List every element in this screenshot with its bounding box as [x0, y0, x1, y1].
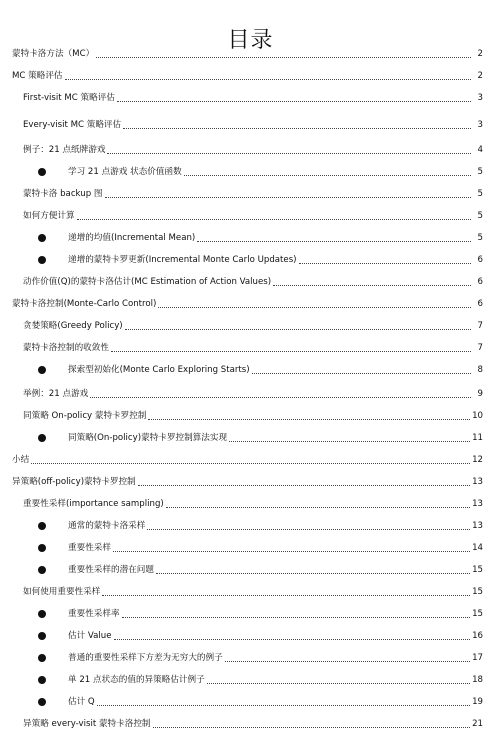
- dot-leader: [299, 263, 471, 264]
- dot-leader: [90, 397, 471, 398]
- toc-entry-title: 蒙特卡洛控制的收敛性: [23, 343, 109, 353]
- toc-entry-page-number: 5: [477, 233, 483, 243]
- toc-entry-page-number: 19: [472, 697, 483, 707]
- toc-entry-title: 动作价值(Q)的蒙特卡洛估计(MC Estimation of Action Values): [23, 277, 272, 287]
- toc-entry-title: 探索型初始化(Monte Carlo Exploring Starts): [68, 365, 250, 375]
- toc-entry-page-number: 6: [477, 255, 483, 265]
- page-title: 目录: [227, 27, 274, 53]
- toc-entry[interactable]: [38, 628, 483, 644]
- dot-leader: [114, 639, 471, 640]
- toc-entry-title: 估计 Q: [68, 697, 95, 707]
- toc-entry[interactable]: [23, 186, 483, 202]
- toc-entry[interactable]: [38, 694, 483, 710]
- dot-leader: [117, 101, 471, 102]
- toc-entry-page-number: 6: [477, 299, 483, 309]
- toc-entry-title: 举例：21 点游戏: [23, 389, 89, 399]
- toc-entry[interactable]: [23, 496, 483, 512]
- toc-entry[interactable]: [23, 318, 483, 334]
- bullet-icon: [38, 698, 46, 706]
- toc-entry-page-number: 14: [472, 543, 483, 553]
- dot-leader: [273, 285, 471, 286]
- dot-leader: [105, 197, 472, 198]
- toc-entry-page-number: 4: [477, 145, 483, 155]
- toc-entry-title: 学习 21 点游戏 状态价值函数: [68, 167, 182, 177]
- toc-entry-page-number: 15: [472, 565, 483, 575]
- dot-leader: [97, 705, 470, 706]
- toc-entry[interactable]: [38, 606, 483, 622]
- toc-entry[interactable]: [23, 408, 483, 424]
- toc-entry-page-number: 10: [472, 411, 483, 421]
- dot-leader: [147, 529, 470, 530]
- toc-entry-title: 异策略(off-policy)蒙特卡罗控制: [12, 477, 136, 487]
- toc-entry[interactable]: [38, 430, 483, 446]
- dot-leader: [156, 573, 470, 574]
- bullet-icon: [38, 168, 46, 176]
- toc-entry-page-number: 12: [472, 455, 483, 465]
- toc-entry-page-number: 15: [472, 587, 483, 597]
- dot-leader: [166, 507, 470, 508]
- toc-entry-title: 重要性采样率: [68, 609, 120, 619]
- toc-entry[interactable]: [38, 362, 483, 378]
- dot-leader: [77, 219, 471, 220]
- bullet-icon: [38, 632, 46, 640]
- dot-leader: [138, 485, 470, 486]
- dot-leader: [123, 128, 471, 129]
- bullet-icon: [38, 654, 46, 662]
- toc-entry-title: 蒙特卡洛方法（MC）: [12, 49, 95, 59]
- toc-entry-page-number: 11: [472, 433, 483, 443]
- toc-entry-page-number: 15: [472, 609, 483, 619]
- toc-entry-page-number: 5: [477, 189, 483, 199]
- dot-leader: [102, 595, 470, 596]
- dot-leader: [125, 329, 471, 330]
- dot-leader: [107, 153, 471, 154]
- dot-leader: [225, 661, 470, 662]
- toc-entry[interactable]: [12, 452, 483, 468]
- toc-entry[interactable]: [12, 474, 483, 490]
- toc-entry-page-number: 3: [477, 120, 483, 130]
- toc-entry-title: 蒙特卡洛 backup 图: [23, 189, 103, 199]
- bullet-icon: [38, 610, 46, 618]
- bullet-icon: [38, 676, 46, 684]
- bullet-icon: [38, 522, 46, 530]
- toc-entry[interactable]: [38, 230, 483, 246]
- bullet-icon: [38, 234, 46, 242]
- toc-entry-title: 如何使用重要性采样: [23, 587, 101, 597]
- dot-leader: [148, 419, 470, 420]
- toc-entry-title: 同策略 On-policy 蒙特卡罗控制: [23, 411, 147, 421]
- dot-leader: [31, 463, 470, 464]
- bullet-icon: [38, 256, 46, 264]
- toc-entry-page-number: 9: [477, 389, 483, 399]
- toc-entry-title: 如何方便计算: [23, 211, 75, 221]
- dot-leader: [65, 79, 471, 80]
- toc-entry-title: 小结: [12, 455, 30, 465]
- toc-entry-title: MC 策略评估: [12, 71, 63, 81]
- toc-entry[interactable]: [38, 540, 483, 556]
- toc-entry-title: 递增的均值(Incremental Mean): [68, 233, 196, 243]
- toc-entry[interactable]: [23, 716, 483, 732]
- toc-entry-title: 估计 Value: [68, 631, 112, 641]
- toc-entry-title: 异策略 every-visit 蒙特卡洛控制: [23, 719, 151, 729]
- dot-leader: [122, 617, 470, 618]
- toc-entry-title: 蒙特卡洛控制(Monte-Carlo Control): [12, 299, 157, 309]
- toc-entry-page-number: 13: [472, 477, 483, 487]
- toc-entry[interactable]: [23, 274, 483, 290]
- toc-entry[interactable]: [23, 142, 483, 158]
- bullet-icon: [38, 566, 46, 574]
- toc-entry[interactable]: [12, 68, 483, 84]
- toc-entry-title: 重要性采样的潜在问题: [68, 565, 154, 575]
- toc-entry-title: Every-visit MC 策略评估: [23, 120, 122, 130]
- toc-entry-page-number: 2: [477, 49, 483, 59]
- dot-leader: [197, 241, 471, 242]
- toc-entry-page-number: 5: [477, 167, 483, 177]
- dot-leader: [229, 441, 470, 442]
- toc-entry[interactable]: [23, 584, 483, 600]
- toc-entry-page-number: 6: [477, 277, 483, 287]
- toc-entry[interactable]: [38, 650, 483, 666]
- toc-entry[interactable]: [38, 672, 483, 688]
- toc-entry[interactable]: [23, 117, 483, 133]
- toc-entry[interactable]: [38, 252, 483, 268]
- toc-entry[interactable]: [12, 46, 483, 62]
- toc-entry[interactable]: [23, 386, 483, 402]
- toc-entry-page-number: 21: [472, 719, 483, 729]
- toc-entry[interactable]: [38, 562, 483, 578]
- toc-entry-title: 普通的重要性采样下方差为无穷大的例子: [68, 653, 223, 663]
- toc-entry-title: 单 21 点状态的值的异策略估计例子: [68, 675, 205, 685]
- toc-entry-title: 同策略(On-policy)蒙特卡罗控制算法实现: [68, 433, 228, 443]
- toc-entry[interactable]: [23, 340, 483, 356]
- toc-entry-page-number: 13: [472, 521, 483, 531]
- dot-leader: [96, 57, 471, 58]
- toc-entry[interactable]: [38, 518, 483, 534]
- toc-entry[interactable]: [23, 208, 483, 224]
- dot-leader: [207, 683, 470, 684]
- toc-entry-page-number: 18: [472, 675, 483, 685]
- toc-entry-page-number: 7: [477, 321, 483, 331]
- dot-leader: [113, 551, 470, 552]
- dot-leader: [184, 175, 471, 176]
- dot-leader: [153, 727, 471, 728]
- bullet-icon: [38, 366, 46, 374]
- dot-leader: [158, 307, 471, 308]
- toc-entry-title: 通常的蒙特卡洛采样: [68, 521, 146, 531]
- toc-entry-page-number: 16: [472, 631, 483, 641]
- dot-leader: [111, 351, 471, 352]
- toc-entry[interactable]: [12, 296, 483, 312]
- toc-entry-page-number: 3: [477, 93, 483, 103]
- bullet-icon: [38, 544, 46, 552]
- toc-entry-page-number: 2: [477, 71, 483, 81]
- toc-entry-title: 重要性采样(importance sampling): [23, 499, 164, 509]
- toc-entry-title: 贪婪策略(Greedy Policy): [23, 321, 123, 331]
- toc-entry-page-number: 8: [477, 365, 483, 375]
- dot-leader: [252, 373, 471, 374]
- toc-entry-title: First-visit MC 策略评估: [23, 93, 115, 103]
- toc-entry-page-number: 5: [477, 211, 483, 221]
- toc-entry[interactable]: [23, 90, 483, 106]
- toc-entry-title: 递增的蒙特卡罗更新(Incremental Monte Carlo Updates): [68, 255, 297, 265]
- toc-entry-page-number: 7: [477, 343, 483, 353]
- toc-entry-title: 例子：21 点纸牌游戏: [23, 145, 106, 155]
- bullet-icon: [38, 434, 46, 442]
- toc-entry-page-number: 17: [472, 653, 483, 663]
- toc-entry-title: 重要性采样: [68, 543, 111, 553]
- toc-entry[interactable]: [38, 164, 483, 180]
- toc-entry-page-number: 13: [472, 499, 483, 509]
